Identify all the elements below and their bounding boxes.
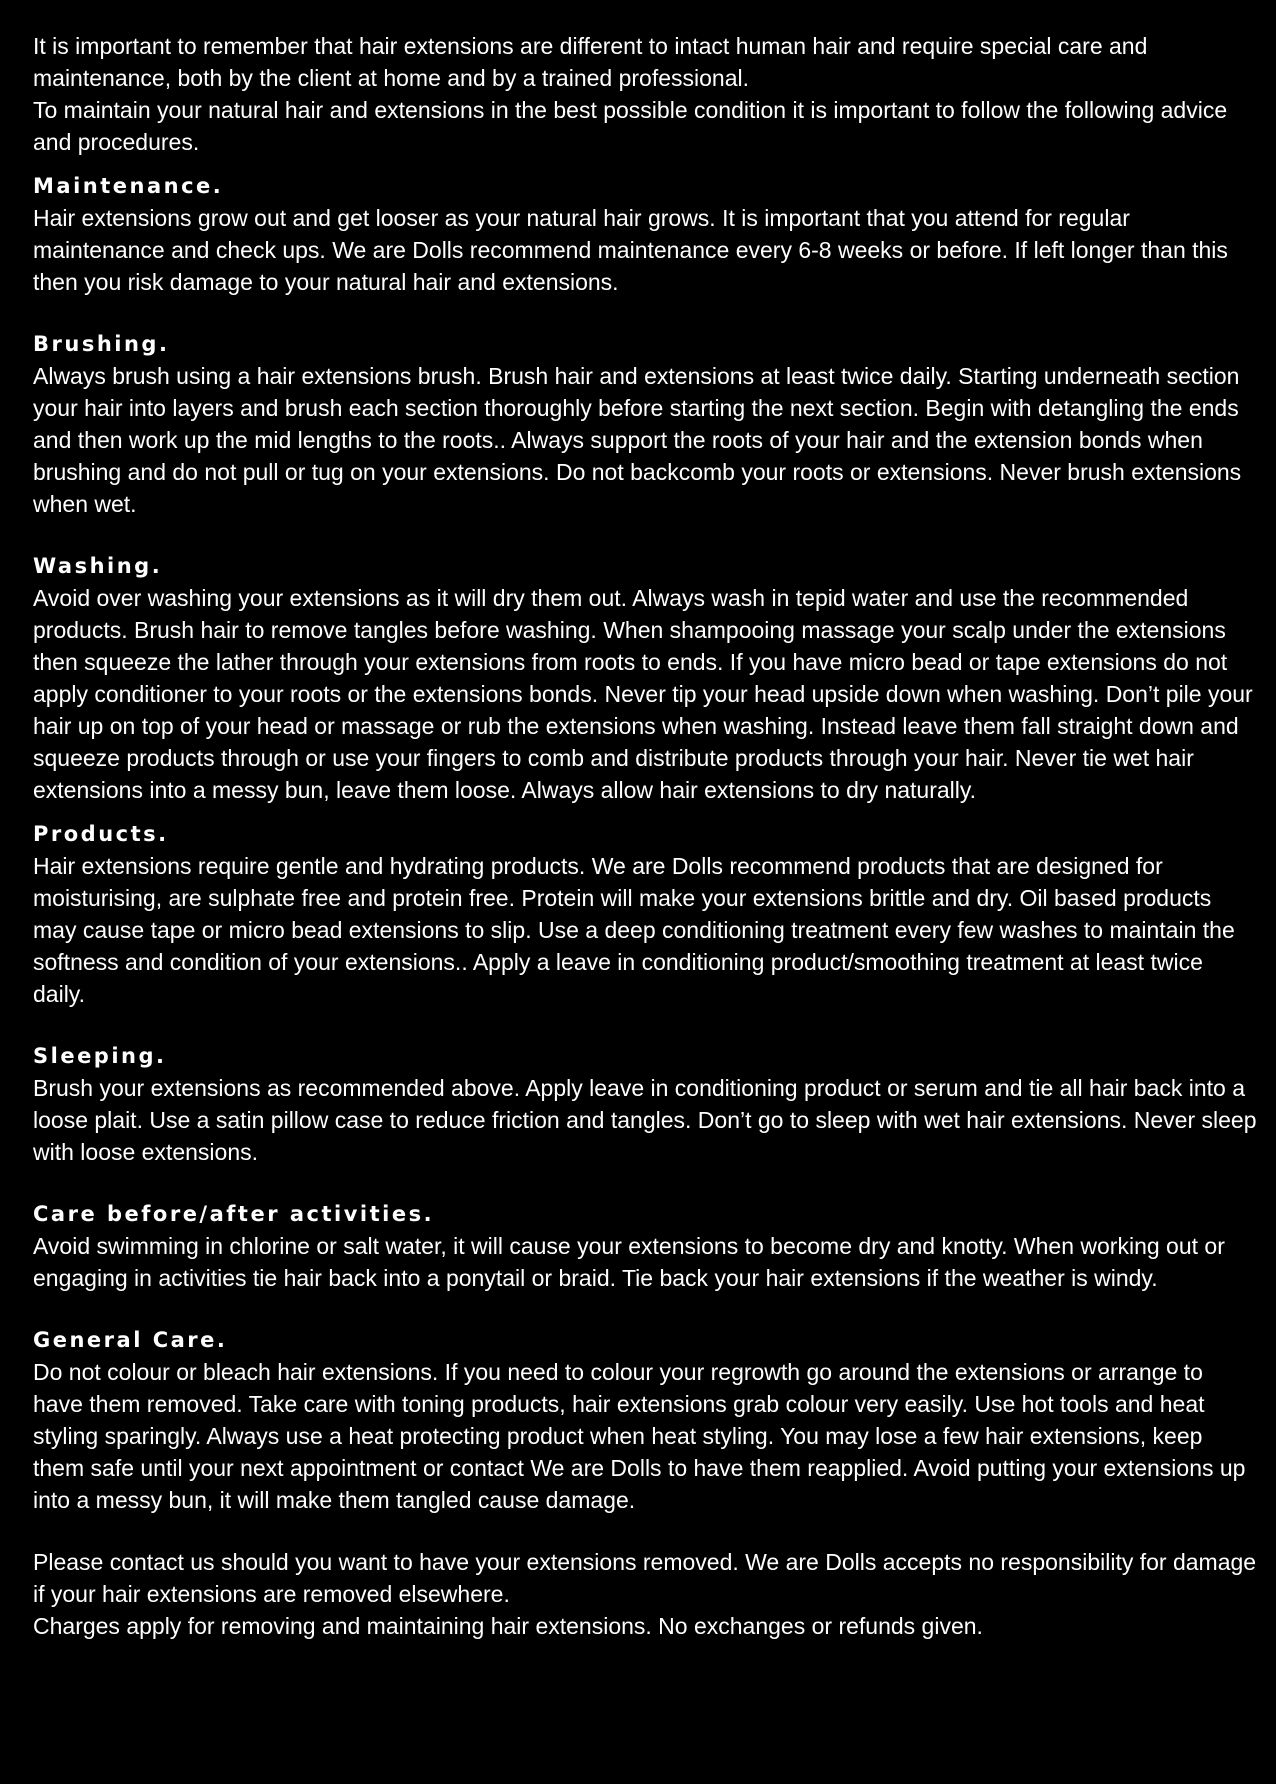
section-body: Do not colour or bleach hair extensions. If you need to colour your regrowth go around the extensions or arrange to have them removed. Take care with toning products, hair extensions grab colour very easily. Use hot tools and heat styling sparingly. Always use a heat protecting product when heat styling. You may lose a few hair extensions, keep them safe until your next appointment or contact We are Dolls to have them reapplied. Avoid putting your extensions up into a messy bun, it will make them tangled cause damage. (33, 1359, 1246, 1513)
intro-paragraph-1: It is important to remember that hair extensions are different to intact human hair and require special care and maintenance, both by the client at home and by a trained professional. (33, 33, 1148, 91)
closing-notes (33, 1546, 1258, 1642)
section-body: Avoid swimming in chlorine or salt water, it will cause your extensions to become dry and knotty. When working out or engaging in activities tie hair back into a ponytail or braid. Tie back your hair extensions if the weather is windy. (33, 1233, 1225, 1291)
intro-paragraph-2: To maintain your natural hair and extensions in the best possible condition it is important to follow the following advice and procedures. (33, 97, 1228, 155)
section-heading: Care before/after activities. (33, 1202, 435, 1226)
aftercare-document (33, 30, 1258, 1642)
section-heading: Washing. (33, 554, 163, 578)
section-washing (33, 550, 1258, 806)
closing-paragraph-1: Please contact us should you want to have your extensions removed. We are Dolls accepts no responsibility for damage if your hair extensions are removed elsewhere. (33, 1549, 1257, 1607)
closing-paragraph-2: Charges apply for removing and maintaining hair extensions. No exchanges or refunds given. (33, 1613, 983, 1639)
section-heading: General Care. (33, 1328, 228, 1352)
section-body: Always brush using a hair extensions brush. Brush hair and extensions at least twice daily. Starting underneath section your hair into layers and brush each section thoroughly before starting the next section. Begin with detangling the ends and then work up the mid lengths to the roots.. Always support the roots of your hair and the extension bonds when brushing and do not pull or tug on your extensions. Do not backcomb your roots or extensions. Never brush extensions when wet. (33, 363, 1242, 517)
section-care-activities (33, 1198, 1258, 1294)
section-heading: Maintenance. (33, 174, 224, 198)
section-brushing (33, 328, 1258, 520)
section-body: Hair extensions grow out and get looser as your natural hair grows. It is important that you attend for regular maintenance and check ups. We are Dolls recommend maintenance every 6-8 weeks or before. If left longer than this then you risk damage to your natural hair and extensions. (33, 205, 1228, 295)
section-heading: Brushing. (33, 332, 170, 356)
section-heading: Sleeping. (33, 1044, 167, 1068)
section-sleeping (33, 1040, 1258, 1168)
section-general-care (33, 1324, 1258, 1516)
section-products (33, 818, 1258, 1010)
section-body: Hair extensions require gentle and hydrating products. We are Dolls recommend products that are designed for moisturising, are sulphate free and protein free. Protein will make your extensions brittle and dry. Oil based products may cause tape or micro bead extensions to slip. Use a deep conditioning treatment every few washes to maintain the softness and condition of your extensions.. Apply a leave in conditioning product/smoothing treatment at least twice daily. (33, 853, 1235, 1007)
section-body: Brush your extensions as recommended above. Apply leave in conditioning product or serum and tie all hair back into a loose plait. Use a satin pillow case to reduce friction and tangles. Don’t go to sleep with wet hair extensions. Never sleep with loose extensions. (33, 1075, 1257, 1165)
section-body: Avoid over washing your extensions as it will dry them out. Always wash in tepid water and use the recommended products. Brush hair to remove tangles before washing. When shampooing massage your scalp under the extensions then squeeze the lather through your extensions from roots to ends. If you have micro bead or tape extensions do not apply conditioner to your roots or the extensions bonds. Never tip your head upside down when washing. Don’t pile your hair up on top of your head or massage or rub the extensions when washing. Instead leave them fall straight down and squeeze products through or use your fingers to comb and distribute products through your hair. Never tie wet hair extensions into a messy bun, leave them loose. Always allow hair extensions to dry naturally. (33, 585, 1253, 803)
section-heading: Products. (33, 822, 169, 846)
section-maintenance (33, 170, 1258, 298)
